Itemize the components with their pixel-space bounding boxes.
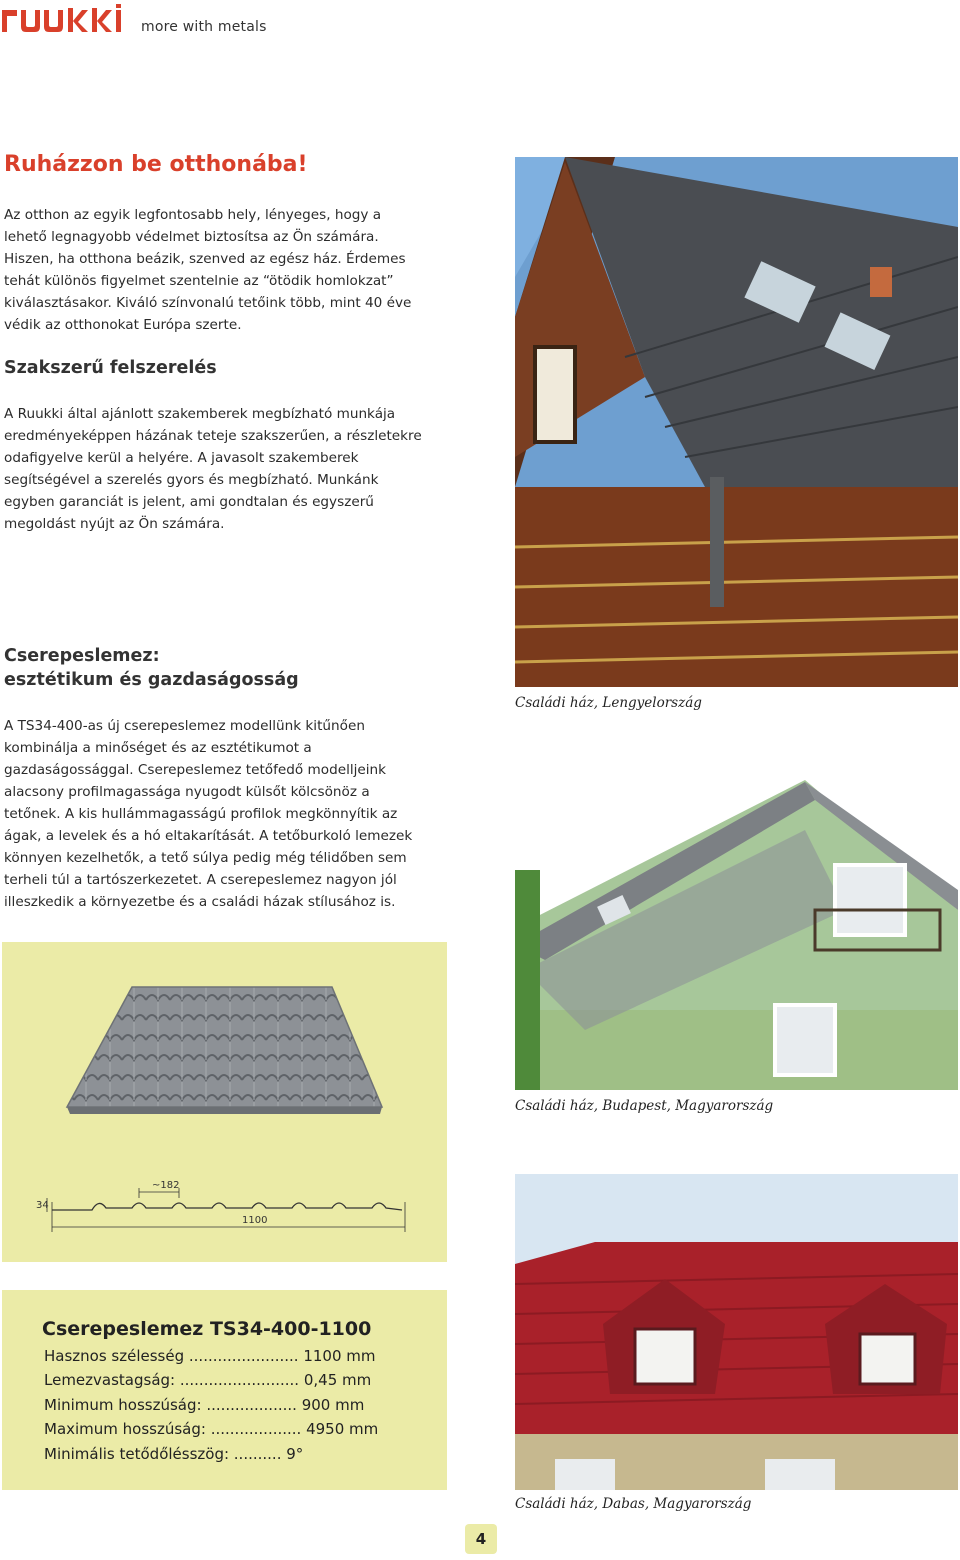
- profile-height-label: 34: [36, 1200, 49, 1211]
- profile-dimension-drawing: [36, 1180, 405, 1232]
- photo-house-poland: [515, 157, 958, 687]
- intro-title: Ruházzon be otthonába!: [4, 152, 308, 177]
- intro-line: lehető legnagyobb védelmet biztosítsa az Ön számára.: [4, 229, 379, 245]
- aesthetics-title-line2: esztétikum és gazdaságosság: [4, 670, 299, 690]
- roof-sheet-illustration: [2, 942, 447, 1262]
- aesthetics-line: illeszkedik a környezetbe és a családi házak stílusához is.: [4, 894, 396, 910]
- aesthetics-line: kombinálja a minőséget és az esztétikumot a: [4, 740, 312, 756]
- photo-caption-budapest: Családi ház, Budapest, Magyarország: [515, 1098, 774, 1114]
- aesthetics-line: alacsony profilmagassága nyugodt külsőt kölcsönöz a: [4, 784, 370, 800]
- installation-title: Szakszerű felszerelés: [4, 358, 217, 378]
- intro-line: Az otthon az egyik legfontosabb hely, lényeges, hogy a: [4, 207, 382, 223]
- installation-line: egyben garanciát is jelent, ami gondtalan és egyszerű: [4, 494, 374, 510]
- installation-line: megoldást nyújt az Ön számára.: [4, 516, 225, 532]
- intro-line: kiválasztásakor. Kiváló színvonalú tetőink több, mint 40 éve: [4, 295, 412, 311]
- installation-line: eredményeképpen házának teteje szakszerűen, a részletekre: [4, 428, 422, 444]
- intro-line: Hiszen, ha otthona beázik, szenved az egész ház. Érdemes: [4, 251, 406, 267]
- intro-line: tehát különös figyelmet szentelnie az “ötödik homlokzat”: [4, 273, 394, 289]
- installation-paragraph: [4, 403, 454, 535]
- intro-paragraph: [4, 204, 454, 336]
- aesthetics-line: terheli túl a tartószerkezetet. A cserepeslemez nagyon jól: [4, 872, 397, 888]
- profile-pitch-label: ~182: [152, 1180, 180, 1191]
- spec-row: Hasznos szélesség ....................... 1100 mm: [44, 1347, 376, 1365]
- aesthetics-line: tetőnek. A kis hullámmagasságú profilok megkönnyítik az: [4, 806, 398, 822]
- page-number: 4: [465, 1524, 497, 1554]
- photo-caption-poland: Családi ház, Lengyelország: [515, 695, 702, 711]
- aesthetics-title-line1: Cserepeslemez:: [4, 646, 160, 666]
- product-drawing-panel: [2, 942, 447, 1262]
- spec-row: Lemezvastagság: ......................... 0,45 mm: [44, 1371, 372, 1390]
- photo-house-dabas: [515, 1174, 958, 1490]
- spec-row: Maximum hosszúság: ................... 4950 mm: [44, 1420, 379, 1439]
- specs-title: Cserepeslemez TS34-400-1100: [42, 1318, 372, 1340]
- photo-caption-dabas: Családi ház, Dabas, Magyarország: [515, 1496, 752, 1512]
- aesthetics-line: gazdaságossággal. Cserepeslemez tetőfedő modelljeink: [4, 762, 387, 778]
- aesthetics-line: könnyen kezelhetők, a tető súlya pedig még télidőben sem: [4, 850, 407, 866]
- roof-sheet-shape: [67, 987, 382, 1107]
- installation-line: segítségével a szerelés gyors és megbízható. Munkánk: [4, 472, 379, 488]
- profile-width-label: 1100: [242, 1215, 268, 1226]
- installation-line: A Ruukki által ajánlott szakemberek megbízható munkája: [4, 406, 396, 422]
- aesthetics-line: A TS34-400-as új cserepeslemez modellünk kitűnően: [4, 718, 365, 734]
- brand-tagline: more with metals: [141, 19, 267, 35]
- spec-row: Minimális tetődőlésszög: .......... 9°: [44, 1444, 304, 1463]
- aesthetics-line: ágak, a levelek és a hó eltakarítását. A tetőburkoló lemezek: [4, 828, 413, 844]
- aesthetics-paragraph: [4, 715, 454, 913]
- aesthetics-title: [4, 644, 299, 692]
- ruukki-logo: [2, 4, 132, 36]
- intro-line: védik az otthonokat Európa szerte.: [4, 317, 242, 333]
- specs-list: [44, 1344, 378, 1466]
- specs-panel: [2, 1290, 447, 1490]
- installation-line: odafigyelve kerül a helyére. A javasolt szakemberek: [4, 450, 359, 466]
- photo-house-budapest: [515, 770, 958, 1090]
- spec-row: Minimum hosszúság: ................... 900 mm: [44, 1395, 365, 1414]
